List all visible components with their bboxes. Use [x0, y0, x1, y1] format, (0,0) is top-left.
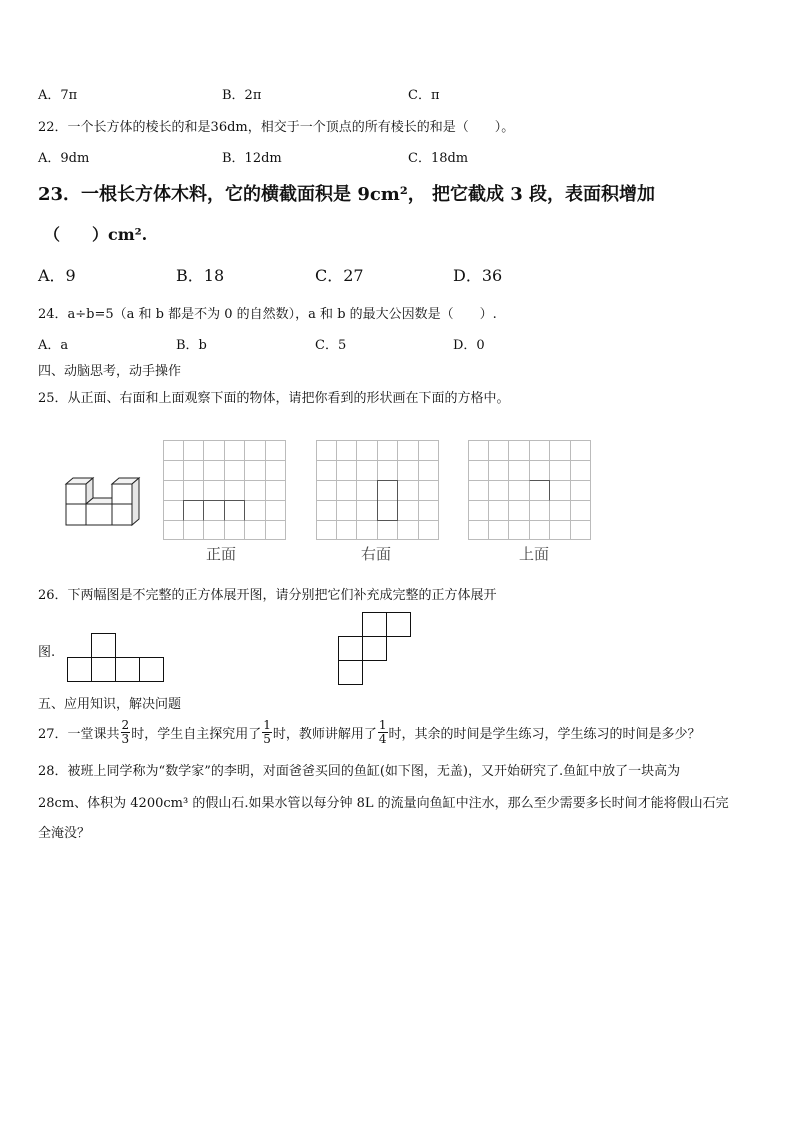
q28-question-line1: 28．被班上同学称为“数学家”的李明，对面爸爸买回的鱼缸(如下图，无盖)，又开始研究了.鱼缸中放了一块高为	[38, 764, 681, 779]
q22-option-b: B．12dm	[222, 151, 282, 166]
q24-option-b: B．b	[176, 338, 207, 353]
q27-text-3: 时，教师讲解用了	[272, 726, 377, 742]
cube-net-2[interactable]	[338, 612, 411, 685]
grid-top[interactable]	[468, 440, 591, 540]
q22-option-c: C．18dm	[408, 151, 469, 166]
q24-question: 24．a÷b=5（a 和 b 都是不为 0 的自然数），a 和 b 的最大公因数是（ ）.	[38, 307, 497, 322]
grid-right[interactable]	[316, 440, 439, 540]
grid-label-top: 上面	[519, 545, 550, 563]
q27-fraction-1: $\frac{2}{3}$	[121, 717, 130, 746]
section-heading-5: 五、应用知识，解决问题	[38, 697, 182, 712]
q21-option-a: A．7π	[38, 88, 78, 103]
q23-question-line1: 23．一根长方体木料，它的横截面积是 9cm²， 把它截成 3 段，表面积增加	[38, 184, 656, 205]
q24-option-d: D．0	[453, 338, 485, 353]
q27-text-2: 时，学生自主探究用了	[131, 726, 262, 742]
q24-option-a: A．a	[38, 338, 69, 353]
q28-question-line2: 28cm、体积为 4200cm³ 的假山石.如果水管以每分钟 8L 的流量向鱼缸中注水，那么至少需要多长时间才能将假山石完	[38, 796, 729, 811]
q27-text-4: 时，其余的时间是学生练习，学生练习的时间是多少？	[388, 726, 701, 742]
q22-option-a: A．9dm	[38, 151, 90, 166]
cube-net-1[interactable]	[67, 633, 165, 682]
q22-question: 22．一个长方体的棱长的和是36dm，相交于一个顶点的所有棱长的和是（ ）。	[38, 120, 515, 135]
q27-fraction-2: $\frac{1}{5}$	[263, 717, 271, 746]
q26-question: 26．下两幅图是不完整的正方体展开图，请分别把它们补充成完整的正方体展开	[38, 588, 497, 603]
q23-option-a: A．9	[38, 266, 76, 285]
q23-question-line2: （ ）cm².	[44, 225, 148, 244]
q25-question: 25．从正面、右面和上面观察下面的物体，请把你看到的形状画在下面的方格中。	[38, 391, 510, 406]
grid-front[interactable]	[163, 440, 286, 540]
q28-question-line3: 全淹没？	[38, 826, 91, 841]
q27-fraction-3: $\frac{1}{4}$	[378, 717, 387, 746]
q27-question	[38, 717, 701, 747]
q23-option-b: B．18	[176, 266, 225, 285]
grid-label-front: 正面	[206, 545, 237, 563]
q21-option-c: C．π	[408, 88, 440, 103]
q21-option-b: B．2π	[222, 88, 262, 103]
q24-option-c: C．5	[315, 338, 347, 353]
section-heading-4: 四、动脑思考，动手操作	[38, 364, 182, 379]
q23-option-d: D．36	[453, 266, 503, 285]
cube-object-figure	[60, 474, 150, 544]
q27-text-1: 27．一堂课共	[38, 726, 120, 742]
q23-option-c: C．27	[315, 266, 364, 285]
q26-question-cont: 图.	[38, 645, 56, 660]
grid-label-right: 右面	[361, 545, 392, 563]
